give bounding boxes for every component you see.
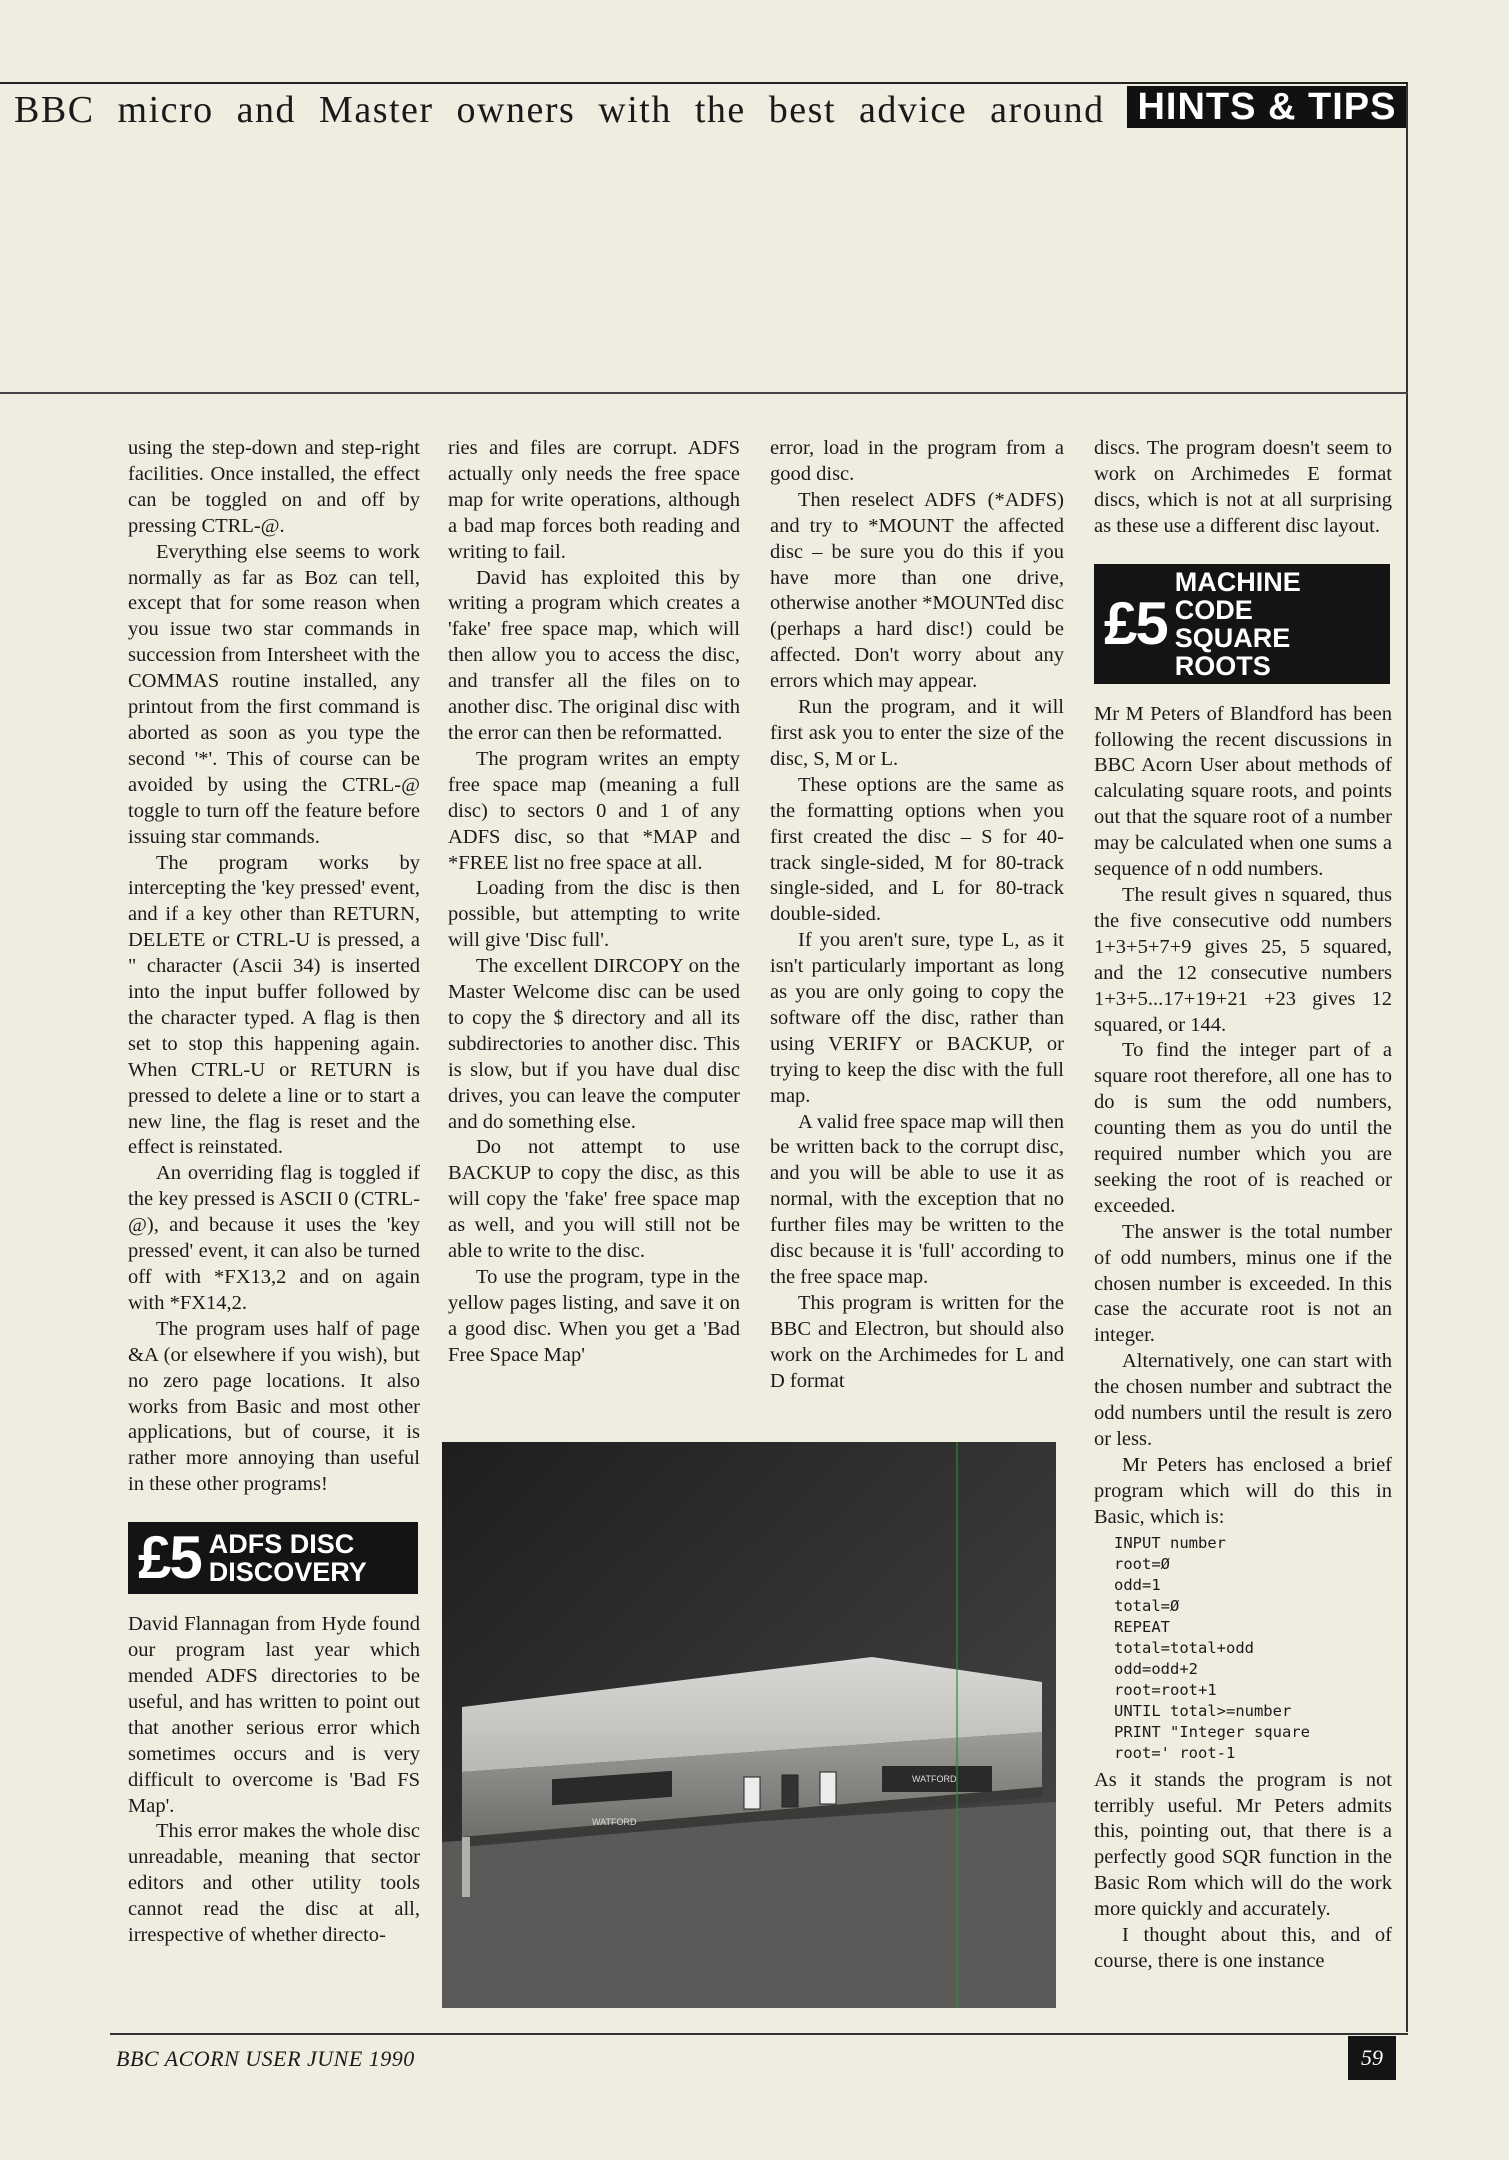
- section-title-line: DISCOVERY: [208, 1557, 367, 1588]
- footer-rule: [110, 2033, 1408, 2035]
- paragraph: The program works by intercepting the 'key pressed' event, and if a key other than RETURN, DELETE or CTRL-U is pressed, a " character (Ascii 34) is inserted into the input buffer followed by the character typed. A flag is then set to stop this happening again. When CTRL-U or RETURN is pressed to delete a line or to start a new line, the flag is reset and the effect is reinstated.: [128, 851, 420, 1159]
- header-title: BBC micro and Master owners with the best advice around: [14, 89, 1105, 131]
- column-1: [128, 436, 420, 1949]
- paragraph: This error makes the whole disc unreadable, meaning that sector editors and other utility tools cannot read the disc at all, irrespective of whether directo-: [128, 1820, 420, 1947]
- code-listing: [1094, 1533, 1392, 1764]
- divider-rule: [0, 392, 1408, 394]
- paragraph: Loading from the disc is then possible, but attempting to write will give 'Disc full'.: [448, 877, 740, 952]
- column-4: [1094, 436, 1392, 1975]
- section-title: [1175, 568, 1380, 680]
- paragraph: The answer is the total number of odd numbers, minus one if the chosen number is exceeded. In this case the accurate root is not an integer.: [1094, 1220, 1392, 1347]
- paragraph: To find the integer part of a square root therefore, all one has to do is sum the odd numbers, counting them as you do until the required number which you are seeking the root of is reached or exceeded.: [1094, 1039, 1392, 1217]
- section-heading-adfs: [128, 1522, 418, 1594]
- disc-drive-photo: [442, 1442, 1056, 2008]
- drive-label: WATFORD: [912, 1774, 957, 1784]
- paragraph: ries and files are corrupt. ADFS actually only needs the free space map for write operations, although a bad map forces both reading and writing to fail.: [448, 437, 740, 563]
- paragraph: Mr M Peters of Blandford has been following the recent discussions in BBC Acorn User about methods of calculating square roots, and points out that the square root of a number may be calculated when one sums a sequence of n odd numbers.: [1094, 702, 1392, 881]
- paragraph: David Flannagan from Hyde found our program last year which mended ADFS directories to be useful, and has written to point out that another serious error which sometimes occurs and is very difficult to overcome is 'Bad FS Map'.: [128, 1613, 420, 1817]
- paragraph: If you aren't sure, type L, as it isn't particularly important as long as you are only going to copy the software off the disc, rather than using VERIFY or BACKUP, or trying to keep the disc with the full map.: [770, 929, 1064, 1107]
- code-line: root=root+1: [1114, 1680, 1217, 1699]
- header-rule: [0, 82, 1408, 84]
- section-title-line: SQUARE ROOTS: [1174, 622, 1291, 681]
- paragraph: David has exploited this by writing a program which creates a 'fake' free space map, which will then allow you to access the disc, and transfer all the files on to another disc. The original disc with the error can then be reformatted.: [448, 566, 740, 744]
- paragraph: A valid free space map will then be written back to the corrupt disc, and you will be able to use it as normal, with the exception that no further files may be written to the disc because it is 'full' according to the free space map.: [770, 1110, 1064, 1288]
- paragraph: This program is written for the BBC and Electron, but should also work on the Archimedes for L and D format: [770, 1291, 1064, 1392]
- paragraph: Mr Peters has enclosed a brief program which will do this in Basic, which is:: [1094, 1453, 1392, 1528]
- section-title: [209, 1530, 367, 1586]
- code-line: odd=1: [1114, 1575, 1161, 1594]
- code-line: PRINT "Integer square: [1114, 1722, 1310, 1741]
- column-2: [448, 436, 740, 1369]
- code-line: odd=odd+2: [1114, 1659, 1198, 1678]
- prize-amount: £5: [1104, 589, 1167, 657]
- paragraph: As it stands the program is not terribly useful. Mr Peters admits this, pointing out, that there is a perfectly good SQR function in the Basic Rom which will do the work more quickly and accurately.: [1094, 1768, 1392, 1921]
- paragraph: Do not attempt to use BACKUP to copy the disc, as this will copy the 'fake' free space map as well, and you will still not be able to write to the disc.: [448, 1136, 740, 1263]
- paragraph: Everything else seems to work normally as far as Boz can tell, except that for some reason when you issue two star commands in succession from Intersheet with the COMMAS routine installed, any printout from the first command is aborted as soon as you type the second '*'. This of course can be avoided by using the CTRL-@ toggle to turn off the feature before issuing star commands.: [128, 540, 420, 848]
- paragraph: I thought about this, and of course, there is one instance: [1094, 1924, 1392, 1972]
- paragraph: discs. The program doesn't seem to work on Archimedes E format discs, which is not at all surprising as these use a different disc layout.: [1094, 437, 1392, 537]
- paragraph: using the step-down and step-right facilities. Once installed, the effect can be toggled on and off by pressing CTRL-@.: [128, 437, 420, 537]
- paragraph: To use the program, type in the yellow pages listing, and save it on a good disc. When you get a 'Bad Free Space Map': [448, 1266, 740, 1366]
- page-number: 59: [1348, 2036, 1396, 2080]
- section-title-line: ADFS DISC: [208, 1529, 355, 1560]
- section-badge: HINTS & TIPS: [1127, 86, 1407, 128]
- code-line: root=' root-1: [1114, 1743, 1236, 1762]
- paragraph: Run the program, and it will first ask you to enter the size of the disc, S, M or L.: [770, 696, 1064, 770]
- code-line: REPEAT: [1114, 1617, 1170, 1636]
- paragraph: The program uses half of page &A (or elsewhere if you wish), but no zero page locations. It also works from Basic and most other applications, but of course, it is rather more annoying than useful in these other programs!: [128, 1317, 420, 1496]
- paragraph: The program writes an empty free space map (meaning a full disc) to sectors 0 and 1 of any ADFS disc, so that *MAP and *FREE list no free space at all.: [448, 747, 740, 874]
- section-heading-square-roots: [1094, 564, 1390, 684]
- paragraph: An overriding flag is toggled if the key pressed is ASCII 0 (CTRL-@), and because it uses the 'key pressed' event, it can also be turned off with *FX13,2 and on again with *FX14,2.: [128, 1162, 420, 1314]
- publication-footer: BBC ACORN USER JUNE 1990: [116, 2046, 415, 2071]
- paragraph: The result gives n squared, thus the five consecutive odd numbers 1+3+5+7+9 gives 25, 5 squared, and the 12 consecutive numbers 1+3+5...17+19+21 +23 gives 12 squared, or 144.: [1094, 883, 1392, 1036]
- column-3: [770, 436, 1064, 1395]
- paragraph: Then reselect ADFS (*ADFS) and try to *MOUNT the affected disc – be sure you do this if you have more than one drive, otherwise another *MOUNTed disc (perhaps a hard disc!) could be affected. Don't worry about any errors which may appear.: [770, 488, 1064, 693]
- paragraph: These options are the same as the formatting options when you first created the disc – S for 40-track single-sided, M for 80-track single-sided, and L for 80-track double-sided.: [770, 773, 1064, 926]
- code-line: total=Ø: [1114, 1596, 1180, 1615]
- paragraph: Alternatively, one can start with the chosen number and subtract the odd numbers until the result is zero or less.: [1094, 1350, 1392, 1450]
- paragraph: error, load in the program from a good disc.: [770, 437, 1064, 485]
- section-title-line: MACHINE CODE: [1174, 566, 1301, 625]
- paragraph: The excellent DIRCOPY on the Master Welcome disc can be used to copy the $ directory and all its subdirectories to another disc. This is slow, but if you have dual disc drives, you can leave the computer and do something else.: [448, 955, 740, 1133]
- drive-label: WATFORD: [592, 1817, 637, 1827]
- right-frame-rule: [1406, 84, 1408, 2032]
- code-line: root=Ø: [1114, 1554, 1170, 1573]
- prize-amount: £5: [138, 1524, 201, 1592]
- code-line: UNTIL total>=number: [1114, 1701, 1292, 1720]
- code-line: INPUT number: [1114, 1533, 1226, 1552]
- code-line: total=total+odd: [1114, 1638, 1254, 1657]
